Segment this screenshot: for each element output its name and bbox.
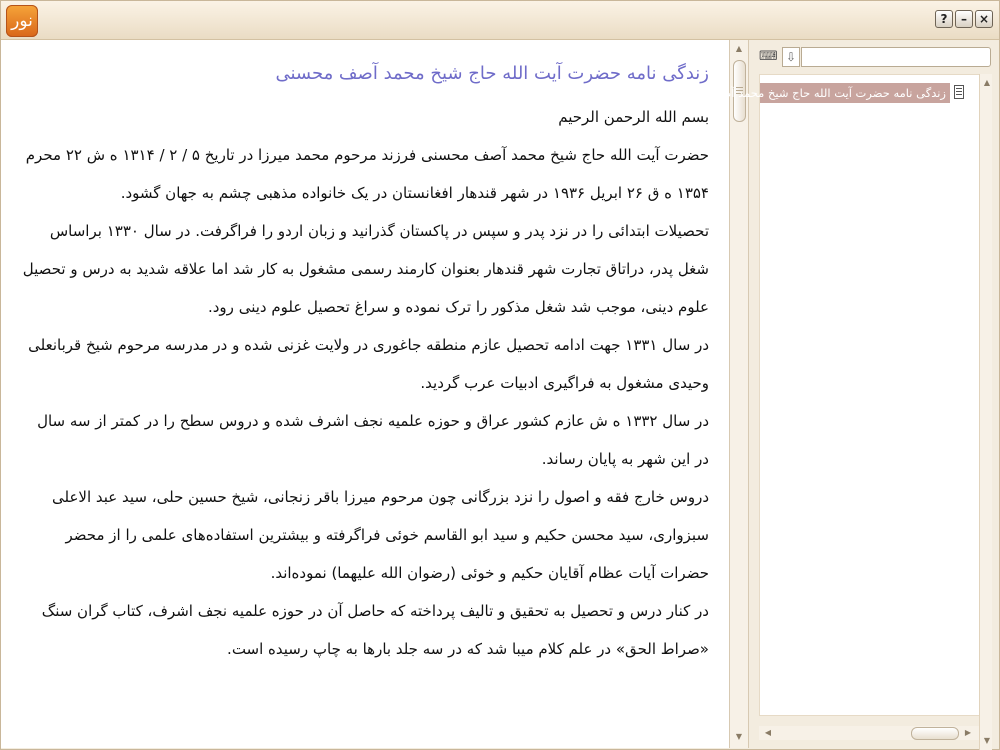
paragraph: در کنار درس و تحصیل به تحقیق و تالیف پرداخته که حاصل آن در حوزه علمیه نجف اشرف، کتاب گران سنگ «صراط الحق» در علم کلام میبا شد که در سه جلد بارها به چاپ رسیده است. — [41, 602, 709, 658]
paragraph: حضرت آیت الله حاج شیخ محمد آصف محسنی فرزند مرحوم محمد میرزا در تاریخ ۵ / ۲ / ۱۳۱۴ ه ش ۲۲ محرم ۱۳۵۴ ه ق ۲۶ ابریل ۱۹۳۶ در شهر قندهار افغانستان در یک خانواده مذهبی چشم به جهان گشود. — [25, 146, 709, 202]
minimize-button[interactable]: – — [955, 10, 973, 28]
scroll-down-arrow-icon[interactable]: ▼ — [735, 732, 743, 741]
document-scrollbar[interactable] — [729, 40, 749, 748]
scroll-down-arrow-icon[interactable]: ▼ — [983, 736, 991, 745]
scroll-up-arrow-icon[interactable]: ▲ — [983, 78, 991, 87]
paragraph: در سال ۱۳۳۱ جهت ادامه تحصیل عازم منطقه جاغوری در ولایت غزنی شده و در مدرسه مرحوم شیخ قربانعلی وحیدی مشغول به فراگیری ادبیات عرب گردید. — [28, 336, 709, 392]
paragraph: تحصیلات ابتدائی را در نزد پدر و سپس در پاکستان گذرانید و زبان اردو را فراگرفت. در سال ۱۳۳۰ براساس شغل پدر، دراتاق تجارت شهر قندهار بعنوان کارمند رسمی مشغول به کار شد اما علاقه شدید به درس و تحصیل علوم دینی، موجب شد شغل مذکور را ترک نموده و سراغ تحصیل علوم دینی رود. — [22, 222, 709, 316]
document-title: زندگی نامه حضرت آیت الله حاج شیخ محمد آصف محسنی — [275, 63, 709, 84]
close-button[interactable]: × — [975, 10, 993, 28]
scroll-left-arrow-icon[interactable]: ◀ — [764, 728, 772, 737]
toc-toolbar — [759, 47, 991, 69]
toc-horizontal-scrollbar[interactable] — [759, 726, 979, 740]
arrow-down-icon[interactable]: ⇩ — [782, 47, 800, 67]
scroll-up-arrow-icon[interactable]: ▲ — [735, 44, 743, 53]
toc-panel — [669, 40, 999, 748]
toc-tree[interactable] — [669, 74, 981, 716]
keyboard-icon[interactable]: ⌨ — [759, 49, 778, 64]
window-controls — [935, 10, 993, 28]
scroll-right-arrow-icon[interactable]: ▶ — [964, 728, 972, 737]
toc-horizontal-scroll-thumb[interactable] — [911, 727, 959, 740]
help-button[interactable]: ? — [935, 10, 953, 28]
app-logo-icon: نور — [6, 5, 38, 37]
document-body — [1, 60, 729, 668]
toc-item[interactable] — [669, 83, 952, 103]
document-pane[interactable] — [1, 40, 729, 748]
toc-item-label: زندگی نامه حضرت آیت الله حاج شیخ محمد آصف محسنی — [760, 83, 950, 103]
document-icon — [954, 85, 964, 99]
toc-vertical-scrollbar[interactable] — [979, 74, 992, 750]
title-bar[interactable] — [1, 1, 999, 40]
paragraph: دروس خارج فقه و اصول را نزد بزرگانی چون مرحوم میرزا باقر زنجانی، شیخ حسین حلی، سید عبد الاعلی سبزواری، سید محسن حکیم و سید ابو القاسم خوئی فراگرفته و بیشترین استفاده‌های علمی را از محضر حضرات آیات عظام آقایان حکیم و خوئی (رضوان الله علیهما) نموده‌اند. — [52, 488, 709, 582]
toc-search-input[interactable] — [801, 47, 991, 67]
paragraph-basmala: بسم الله الرحمن الرحیم — [558, 108, 709, 126]
paragraph: در سال ۱۳۳۲ ه ش عازم کشور عراق و حوزه علمیه نجف اشرف شده و دروس سطح را در کمتر از سه سال در این شهر به پایان رساند. — [37, 412, 709, 468]
